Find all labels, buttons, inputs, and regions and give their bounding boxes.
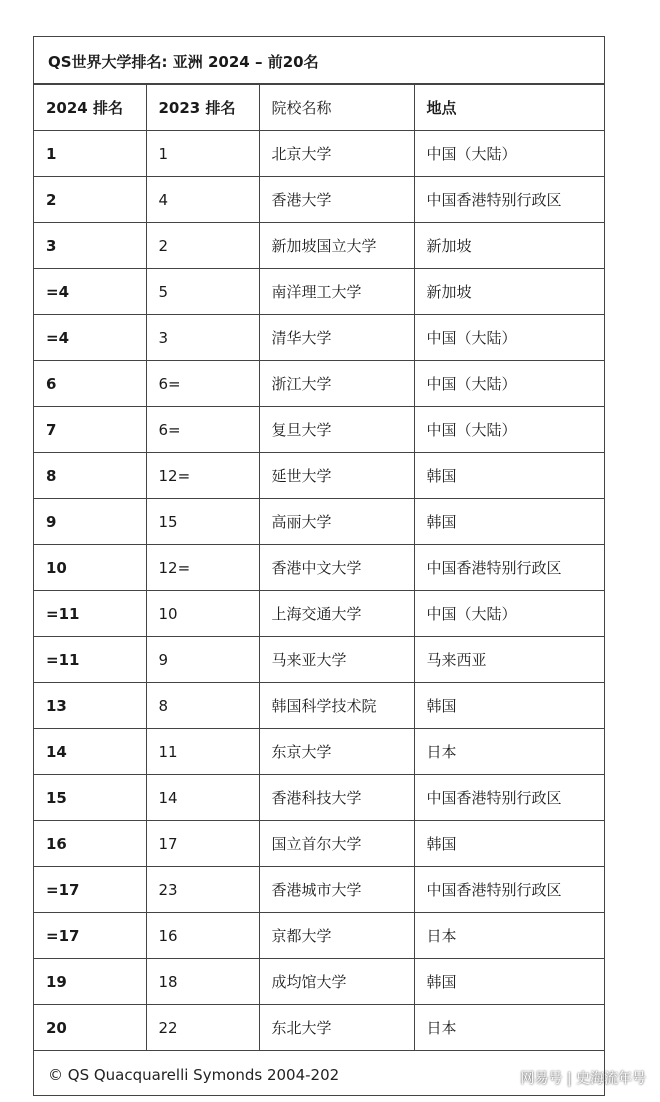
table-row	[34, 131, 605, 177]
table-row	[34, 683, 605, 729]
institution-cell: 香港大学	[259, 177, 414, 223]
location-cell: 韩国	[414, 959, 605, 1005]
institution-cell: 成均馆大学	[259, 959, 414, 1005]
ranking-table	[34, 84, 605, 1051]
table-row	[34, 637, 605, 683]
rank-2024-cell: 6	[34, 361, 146, 407]
rank-2024-cell: 15	[34, 775, 146, 821]
rank-2024-cell: =4	[34, 269, 146, 315]
location-cell: 中国香港特别行政区	[414, 177, 605, 223]
rank-2024-cell: 9	[34, 499, 146, 545]
table-title: QS世界大学排名: 亚洲 2024 – 前20名	[34, 37, 604, 84]
rank-2023-cell: 6=	[146, 361, 259, 407]
rank-2023-cell: 1	[146, 131, 259, 177]
institution-cell: 东京大学	[259, 729, 414, 775]
rank-2023-cell: 6=	[146, 407, 259, 453]
rank-2024-cell: 14	[34, 729, 146, 775]
rank-2024-cell: 19	[34, 959, 146, 1005]
location-cell: 日本	[414, 1005, 605, 1051]
location-cell: 中国（大陆）	[414, 407, 605, 453]
institution-cell: 东北大学	[259, 1005, 414, 1051]
rank-2024-cell: =17	[34, 913, 146, 959]
table-row	[34, 1005, 605, 1051]
rank-2023-cell: 12=	[146, 545, 259, 591]
table-row	[34, 591, 605, 637]
header-location: 地点	[414, 85, 605, 131]
rank-2023-cell: 2	[146, 223, 259, 269]
rank-2023-cell: 8	[146, 683, 259, 729]
location-cell: 中国（大陆）	[414, 591, 605, 637]
rank-2023-cell: 4	[146, 177, 259, 223]
rank-2024-cell: 2	[34, 177, 146, 223]
institution-cell: 高丽大学	[259, 499, 414, 545]
rank-2023-cell: 17	[146, 821, 259, 867]
table-body	[34, 131, 605, 1051]
rank-2024-cell: 8	[34, 453, 146, 499]
header-rank-2023: 2023 排名	[146, 85, 259, 131]
institution-cell: 上海交通大学	[259, 591, 414, 637]
rank-2024-cell: 16	[34, 821, 146, 867]
table-row	[34, 959, 605, 1005]
rank-2023-cell: 9	[146, 637, 259, 683]
rank-2024-cell: 7	[34, 407, 146, 453]
location-cell: 中国香港特别行政区	[414, 775, 605, 821]
location-cell: 中国（大陆）	[414, 361, 605, 407]
institution-cell: 香港科技大学	[259, 775, 414, 821]
rank-2024-cell: 3	[34, 223, 146, 269]
location-cell: 马来西亚	[414, 637, 605, 683]
rank-2024-cell: =4	[34, 315, 146, 361]
table-row	[34, 269, 605, 315]
location-cell: 韩国	[414, 821, 605, 867]
institution-cell: 清华大学	[259, 315, 414, 361]
institution-cell: 马来亚大学	[259, 637, 414, 683]
location-cell: 日本	[414, 729, 605, 775]
location-cell: 韩国	[414, 453, 605, 499]
header-institution: 院校名称	[259, 85, 414, 131]
rank-2024-cell: =17	[34, 867, 146, 913]
table-row	[34, 821, 605, 867]
table-row	[34, 223, 605, 269]
institution-cell: 南洋理工大学	[259, 269, 414, 315]
rank-2023-cell: 3	[146, 315, 259, 361]
institution-cell: 浙江大学	[259, 361, 414, 407]
table-row	[34, 315, 605, 361]
rank-2023-cell: 12=	[146, 453, 259, 499]
institution-cell: 延世大学	[259, 453, 414, 499]
institution-cell: 京都大学	[259, 913, 414, 959]
table-row	[34, 499, 605, 545]
rank-2023-cell: 22	[146, 1005, 259, 1051]
institution-cell: 香港中文大学	[259, 545, 414, 591]
location-cell: 中国（大陆）	[414, 315, 605, 361]
table-row	[34, 775, 605, 821]
table-row	[34, 407, 605, 453]
rank-2023-cell: 18	[146, 959, 259, 1005]
table-row	[34, 545, 605, 591]
rank-2024-cell: 1	[34, 131, 146, 177]
institution-cell: 国立首尔大学	[259, 821, 414, 867]
table-row	[34, 361, 605, 407]
location-cell: 中国香港特别行政区	[414, 867, 605, 913]
institution-cell: 韩国科学技术院	[259, 683, 414, 729]
location-cell: 中国香港特别行政区	[414, 545, 605, 591]
watermark: 网易号 | 史海流年号	[520, 1071, 646, 1087]
rank-2024-cell: =11	[34, 591, 146, 637]
table-row	[34, 867, 605, 913]
rank-2024-cell: 13	[34, 683, 146, 729]
rank-2023-cell: 15	[146, 499, 259, 545]
rank-2024-cell: =11	[34, 637, 146, 683]
table-row	[34, 453, 605, 499]
table-row	[34, 913, 605, 959]
institution-cell: 新加坡国立大学	[259, 223, 414, 269]
location-cell: 韩国	[414, 499, 605, 545]
ranking-sheet	[33, 36, 605, 1096]
rank-2023-cell: 23	[146, 867, 259, 913]
rank-2024-cell: 10	[34, 545, 146, 591]
header-rank-2024: 2024 排名	[34, 85, 146, 131]
table-row	[34, 729, 605, 775]
location-cell: 中国（大陆）	[414, 131, 605, 177]
institution-cell: 香港城市大学	[259, 867, 414, 913]
institution-cell: 复旦大学	[259, 407, 414, 453]
rank-2023-cell: 11	[146, 729, 259, 775]
location-cell: 新加坡	[414, 269, 605, 315]
rank-2023-cell: 10	[146, 591, 259, 637]
rank-2023-cell: 16	[146, 913, 259, 959]
table-row	[34, 177, 605, 223]
header-row	[34, 85, 605, 131]
copyright-footer: © QS Quacquarelli Symonds 2004-202	[48, 1066, 340, 1084]
location-cell: 韩国	[414, 683, 605, 729]
rank-2023-cell: 5	[146, 269, 259, 315]
rank-2023-cell: 14	[146, 775, 259, 821]
rank-2024-cell: 20	[34, 1005, 146, 1051]
location-cell: 日本	[414, 913, 605, 959]
location-cell: 新加坡	[414, 223, 605, 269]
institution-cell: 北京大学	[259, 131, 414, 177]
